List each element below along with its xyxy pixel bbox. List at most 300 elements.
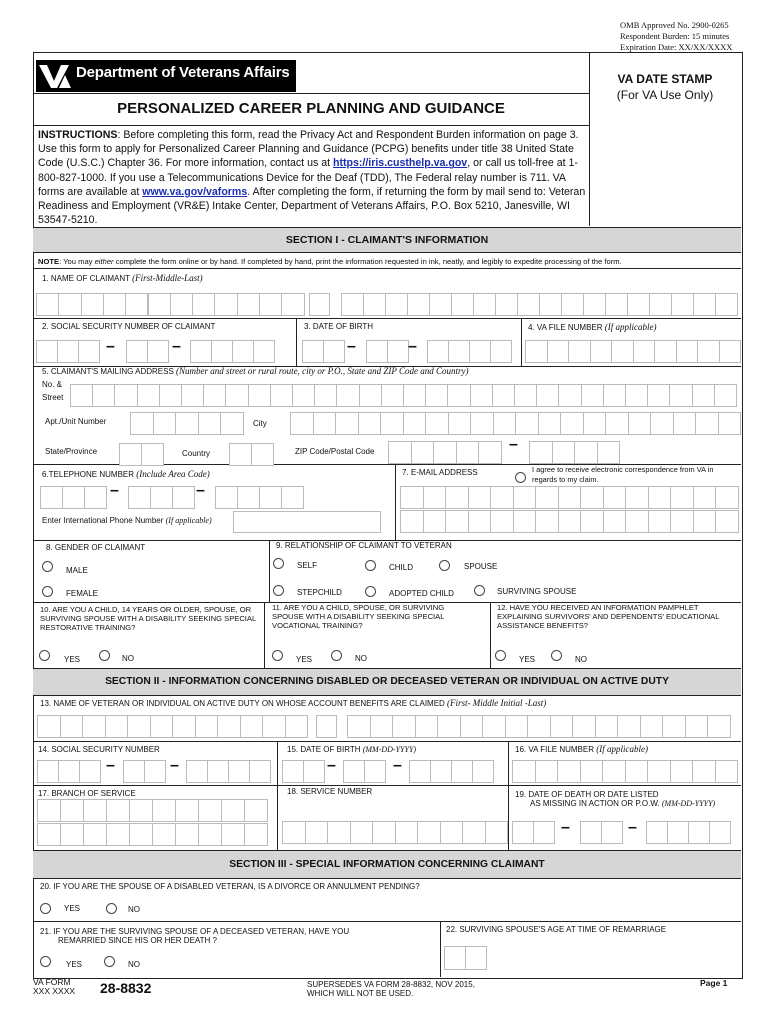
vet-ssn-1-box[interactable] [79, 760, 101, 783]
instructions-lead: INSTRUCTIONS [38, 129, 118, 141]
ssn-3-box[interactable] [211, 340, 233, 363]
va-file-box[interactable] [611, 340, 634, 363]
last-name-box[interactable] [495, 293, 518, 316]
city-box[interactable] [470, 412, 494, 435]
email-2-box[interactable] [513, 510, 537, 533]
dob-year-box[interactable] [490, 340, 512, 363]
city-box[interactable] [358, 412, 382, 435]
branch-1-box[interactable] [83, 799, 107, 822]
q11-no-radio[interactable] [331, 650, 342, 661]
street-box[interactable] [492, 384, 515, 407]
vet-last-box[interactable] [370, 715, 394, 738]
zip-2-box[interactable] [574, 441, 598, 464]
branch-2-box[interactable] [129, 823, 153, 846]
vet-ssn-2-box[interactable] [123, 760, 145, 783]
ssn-3-box[interactable] [190, 340, 212, 363]
last-name-box[interactable] [539, 293, 562, 316]
email-1-box[interactable] [648, 486, 672, 509]
email-2-box[interactable] [468, 510, 492, 533]
middle-initial-box[interactable] [309, 293, 330, 316]
ssn-2-box[interactable] [126, 340, 148, 363]
first-name-box[interactable] [214, 293, 237, 316]
last-name-box[interactable] [561, 293, 584, 316]
vet-dob-month-box[interactable] [303, 760, 325, 783]
phone-area-box[interactable] [84, 486, 107, 509]
vet-file-box[interactable] [670, 760, 694, 783]
branch-2-box[interactable] [152, 823, 176, 846]
email-2-box[interactable] [603, 510, 627, 533]
stepchild-radio[interactable] [273, 585, 284, 596]
title-divider [33, 125, 589, 126]
q4-hint: (If applicable) [604, 322, 657, 332]
death-year-box[interactable] [709, 821, 731, 844]
phone-line-box[interactable] [215, 486, 238, 509]
email-2-box[interactable] [580, 510, 604, 533]
last-name-box[interactable] [649, 293, 672, 316]
email-1-box[interactable] [625, 486, 649, 509]
street-box[interactable] [692, 384, 715, 407]
email-1-box[interactable] [445, 486, 469, 509]
street-box[interactable] [447, 384, 470, 407]
vet-last-box[interactable] [550, 715, 574, 738]
street-box[interactable] [714, 384, 737, 407]
stamp-divider [589, 52, 590, 226]
agree-electronic-radio[interactable] [515, 472, 526, 483]
divider [508, 741, 509, 785]
street-box[interactable] [181, 384, 204, 407]
email-1-box[interactable] [400, 486, 424, 509]
va-file-box[interactable] [525, 340, 548, 363]
vet-first-box[interactable] [60, 715, 84, 738]
street-box[interactable] [470, 384, 493, 407]
q20-no-radio[interactable] [106, 903, 117, 914]
service-number-box[interactable] [305, 821, 329, 844]
vet-first-box[interactable] [285, 715, 309, 738]
vet-ssn-1-box[interactable] [37, 760, 59, 783]
ssn-2-box[interactable] [147, 340, 169, 363]
death-day-box[interactable] [580, 821, 602, 844]
vet-last-box[interactable] [505, 715, 529, 738]
street-box[interactable] [359, 384, 382, 407]
phone-area-box[interactable] [62, 486, 85, 509]
zip-1-box[interactable] [411, 441, 435, 464]
email-2-box[interactable] [535, 510, 559, 533]
phone-prefix-box[interactable] [128, 486, 151, 509]
vet-ssn-3-box[interactable] [186, 760, 208, 783]
vet-file-box[interactable] [625, 760, 649, 783]
last-name-box[interactable] [407, 293, 430, 316]
ssn-1-box[interactable] [36, 340, 58, 363]
branch-2-box[interactable] [221, 823, 245, 846]
city-box[interactable] [583, 412, 607, 435]
self-radio[interactable] [273, 558, 284, 569]
zip-1-box[interactable] [388, 441, 412, 464]
vet-last-box[interactable] [482, 715, 506, 738]
vaforms-link[interactable]: www.va.gov/vaforms [142, 185, 248, 198]
apt-box[interactable] [130, 412, 154, 435]
first-name-box[interactable] [125, 293, 148, 316]
spouse-radio[interactable] [439, 560, 450, 571]
street-box[interactable] [270, 384, 293, 407]
city-box[interactable] [313, 412, 337, 435]
email-2-box[interactable] [423, 510, 447, 533]
q20-yes-radio[interactable] [40, 903, 51, 914]
vet-first-box[interactable] [150, 715, 174, 738]
city-box[interactable] [605, 412, 629, 435]
street-box[interactable] [92, 384, 115, 407]
vet-last-box[interactable] [595, 715, 619, 738]
street-box[interactable] [403, 384, 426, 407]
last-name-box[interactable] [517, 293, 540, 316]
zip-2-box[interactable] [552, 441, 576, 464]
city-box[interactable] [515, 412, 539, 435]
email-1-box[interactable] [603, 486, 627, 509]
q11-yes-radio[interactable] [272, 650, 283, 661]
first-name-box[interactable] [259, 293, 282, 316]
street-box[interactable] [137, 384, 160, 407]
vet-last-box[interactable] [347, 715, 371, 738]
iris-link[interactable]: https://iris.custhelp.va.gov [332, 157, 468, 170]
q12-no-radio[interactable] [551, 650, 562, 661]
vet-last-box[interactable] [437, 715, 461, 738]
q10-no-radio[interactable] [99, 650, 110, 661]
apt-box[interactable] [153, 412, 177, 435]
surviving-spouse-radio[interactable] [474, 585, 485, 596]
service-number-box[interactable] [327, 821, 351, 844]
street-box[interactable] [336, 384, 359, 407]
first-name-box[interactable] [192, 293, 215, 316]
email-1-box[interactable] [535, 486, 559, 509]
state-box[interactable] [141, 443, 164, 466]
branch-1-box[interactable] [175, 799, 199, 822]
service-number-box[interactable] [372, 821, 396, 844]
stamp-subtitle: (For VA Use Only) [616, 88, 714, 102]
vet-last-box[interactable] [572, 715, 596, 738]
va-file-box[interactable] [590, 340, 613, 363]
vet-file-box[interactable] [512, 760, 536, 783]
phone-line-box[interactable] [237, 486, 260, 509]
vet-file-box[interactable] [647, 760, 671, 783]
last-name-box[interactable] [451, 293, 474, 316]
vet-last-box[interactable] [640, 715, 664, 738]
va-file-box[interactable] [676, 340, 699, 363]
service-number-box[interactable] [350, 821, 374, 844]
email-1-box[interactable] [580, 486, 604, 509]
street-box[interactable] [425, 384, 448, 407]
street-box[interactable] [625, 384, 648, 407]
street-box[interactable] [558, 384, 581, 407]
vet-first-box[interactable] [37, 715, 61, 738]
city-box[interactable] [493, 412, 517, 435]
vet-ssn-3-box[interactable] [228, 760, 250, 783]
vet-last-box[interactable] [527, 715, 551, 738]
dob-month-box[interactable] [323, 340, 345, 363]
adopted-child-radio[interactable] [365, 586, 376, 597]
street-box[interactable] [314, 384, 337, 407]
branch-1-box[interactable] [152, 799, 176, 822]
dob-day-box[interactable] [387, 340, 409, 363]
vet-dob-day-box[interactable] [343, 760, 365, 783]
city-box[interactable] [718, 412, 742, 435]
phone-prefix-box[interactable] [172, 486, 195, 509]
service-number-box[interactable] [462, 821, 486, 844]
street-box[interactable] [248, 384, 271, 407]
death-year-box[interactable] [646, 821, 668, 844]
email-1-box[interactable] [490, 486, 514, 509]
branch-1-box[interactable] [244, 799, 268, 822]
city-box[interactable] [560, 412, 584, 435]
dob-year-box[interactable] [427, 340, 449, 363]
email-1-box[interactable] [715, 486, 739, 509]
vet-dob-year-box[interactable] [472, 760, 494, 783]
branch-1-box[interactable] [106, 799, 130, 822]
zip-1-box[interactable] [456, 441, 480, 464]
email-2-box[interactable] [715, 510, 739, 533]
va-file-box[interactable] [654, 340, 677, 363]
va-file-box[interactable] [719, 340, 742, 363]
first-name-box[interactable] [148, 293, 171, 316]
last-name-box[interactable] [693, 293, 716, 316]
vet-first-box[interactable] [262, 715, 286, 738]
email-2-box[interactable] [445, 510, 469, 533]
q21-no-radio[interactable] [104, 956, 115, 967]
vet-middle-box[interactable] [316, 715, 337, 738]
last-name-box[interactable] [341, 293, 364, 316]
email-1-box[interactable] [423, 486, 447, 509]
vet-dob-year-box[interactable] [430, 760, 452, 783]
vet-ssn-1-box[interactable] [58, 760, 80, 783]
va-file-box[interactable] [697, 340, 720, 363]
email-1-box[interactable] [468, 486, 492, 509]
zip-2-box[interactable] [597, 441, 621, 464]
remarriage-age-box-2[interactable] [465, 946, 487, 970]
city-box[interactable] [380, 412, 404, 435]
city-box[interactable] [448, 412, 472, 435]
branch-1-box[interactable] [129, 799, 153, 822]
zip-2-box[interactable] [529, 441, 553, 464]
branch-1-box[interactable] [198, 799, 222, 822]
last-name-box[interactable] [385, 293, 408, 316]
last-name-box[interactable] [671, 293, 694, 316]
street-box[interactable] [603, 384, 626, 407]
death-day-box[interactable] [601, 821, 623, 844]
omb-line-3: Expiration Date: XX/XX/XXXX [620, 42, 733, 52]
last-name-box[interactable] [715, 293, 738, 316]
last-name-box[interactable] [627, 293, 650, 316]
email-1-box[interactable] [670, 486, 694, 509]
first-name-box[interactable] [36, 293, 59, 316]
dob-day-box[interactable] [366, 340, 388, 363]
last-name-box[interactable] [583, 293, 606, 316]
remarriage-age-box-1[interactable] [444, 946, 466, 970]
vet-file-box[interactable] [535, 760, 559, 783]
vet-ssn-3-box[interactable] [249, 760, 271, 783]
country-box[interactable] [251, 443, 274, 466]
apt-label: Apt./Unit Number [45, 417, 107, 426]
divider [490, 602, 491, 668]
service-number-box[interactable] [417, 821, 441, 844]
city-box[interactable] [290, 412, 314, 435]
first-name-box[interactable] [237, 293, 260, 316]
branch-2-box[interactable] [106, 823, 130, 846]
phone-line-box[interactable] [281, 486, 304, 509]
va-file-box[interactable] [568, 340, 591, 363]
branch-2-box[interactable] [37, 823, 61, 846]
street-box[interactable] [669, 384, 692, 407]
last-name-box[interactable] [429, 293, 452, 316]
vet-ssn-2-box[interactable] [144, 760, 166, 783]
email-2-box[interactable] [648, 510, 672, 533]
street-box[interactable] [292, 384, 315, 407]
service-number-box[interactable] [485, 821, 509, 844]
branch-1-box[interactable] [37, 799, 61, 822]
death-year-box[interactable] [667, 821, 689, 844]
service-number-box[interactable] [440, 821, 464, 844]
country-box[interactable] [229, 443, 252, 466]
city-box[interactable] [403, 412, 427, 435]
vet-ssn-3-box[interactable] [207, 760, 229, 783]
city-box[interactable] [538, 412, 562, 435]
zip-1-box[interactable] [478, 441, 502, 464]
death-month-box[interactable] [512, 821, 534, 844]
va-file-box[interactable] [633, 340, 656, 363]
child-radio[interactable] [365, 560, 376, 571]
vet-file-box[interactable] [602, 760, 626, 783]
city-box[interactable] [628, 412, 652, 435]
street-box[interactable] [647, 384, 670, 407]
phone-area-box[interactable] [40, 486, 63, 509]
q21-yes-radio[interactable] [40, 956, 51, 967]
phone-line-box[interactable] [259, 486, 282, 509]
branch-2-box[interactable] [175, 823, 199, 846]
apt-box[interactable] [220, 412, 244, 435]
dob-year-box[interactable] [469, 340, 491, 363]
ssn-1-box[interactable] [57, 340, 79, 363]
branch-2-box[interactable] [244, 823, 268, 846]
branch-2-box[interactable] [83, 823, 107, 846]
street-box[interactable] [114, 384, 137, 407]
street-box[interactable] [381, 384, 404, 407]
dob-month-box[interactable] [302, 340, 324, 363]
street-box[interactable] [225, 384, 248, 407]
vet-last-box[interactable] [392, 715, 416, 738]
first-name-box[interactable] [103, 293, 126, 316]
spouse-label: SPOUSE [464, 562, 498, 571]
street-box[interactable] [70, 384, 93, 407]
zip-1-box[interactable] [433, 441, 457, 464]
branch-2-box[interactable] [60, 823, 84, 846]
q12-yes-radio[interactable] [495, 650, 506, 661]
vet-file-box[interactable] [715, 760, 739, 783]
branch-1-box[interactable] [60, 799, 84, 822]
phone-prefix-box[interactable] [150, 486, 173, 509]
email-2-box[interactable] [558, 510, 582, 533]
vet-first-box[interactable] [105, 715, 129, 738]
city-box[interactable] [650, 412, 674, 435]
street-box[interactable] [203, 384, 226, 407]
vet-dob-day-box[interactable] [364, 760, 386, 783]
vet-dob-month-box[interactable] [282, 760, 304, 783]
vet-first-box[interactable] [127, 715, 151, 738]
vet-last-box[interactable] [617, 715, 641, 738]
vet-last-box[interactable] [460, 715, 484, 738]
vet-file-box[interactable] [557, 760, 581, 783]
death-month-box[interactable] [533, 821, 555, 844]
intl-phone-input[interactable] [233, 511, 381, 533]
service-number-box[interactable] [395, 821, 419, 844]
vet-first-box[interactable] [195, 715, 219, 738]
email-1-box[interactable] [558, 486, 582, 509]
email-2-box[interactable] [670, 510, 694, 533]
vet-dob-year-box[interactable] [409, 760, 431, 783]
vet-file-box[interactable] [580, 760, 604, 783]
city-box[interactable] [425, 412, 449, 435]
ssn-3-box[interactable] [253, 340, 275, 363]
branch-1-box[interactable] [221, 799, 245, 822]
first-name-box[interactable] [281, 293, 304, 316]
first-name-box[interactable] [170, 293, 193, 316]
va-form-label: VA FORM [33, 977, 71, 987]
vet-last-box[interactable] [707, 715, 731, 738]
vet-first-box[interactable] [240, 715, 264, 738]
city-box[interactable] [695, 412, 719, 435]
death-year-box[interactable] [688, 821, 710, 844]
q21-yes-label: YES [66, 960, 83, 969]
street-box[interactable] [536, 384, 559, 407]
email-2-box[interactable] [693, 510, 717, 533]
city-box[interactable] [673, 412, 697, 435]
last-name-box[interactable] [605, 293, 628, 316]
email-1-box[interactable] [693, 486, 717, 509]
vet-last-box[interactable] [662, 715, 686, 738]
vet-first-box[interactable] [217, 715, 241, 738]
vet-first-box[interactable] [82, 715, 106, 738]
email-2-box[interactable] [490, 510, 514, 533]
apt-box[interactable] [198, 412, 222, 435]
surviving-spouse-label: SURVIVING SPOUSE [497, 587, 577, 596]
dob-year-box[interactable] [448, 340, 470, 363]
service-number-box[interactable] [282, 821, 306, 844]
apt-box[interactable] [175, 412, 199, 435]
va-file-box[interactable] [547, 340, 570, 363]
email-2-box[interactable] [625, 510, 649, 533]
female-radio[interactable] [42, 586, 53, 597]
male-radio[interactable] [42, 561, 53, 572]
vet-first-box[interactable] [172, 715, 196, 738]
street-box[interactable] [581, 384, 604, 407]
first-name-box[interactable] [81, 293, 104, 316]
vet-file-box[interactable] [692, 760, 716, 783]
email-1-box[interactable] [513, 486, 537, 509]
street-box[interactable] [159, 384, 182, 407]
vet-last-box[interactable] [415, 715, 439, 738]
q6-hint: (Include Area Code) [136, 469, 210, 479]
first-name-box[interactable] [58, 293, 81, 316]
city-box[interactable] [335, 412, 359, 435]
last-name-box[interactable] [363, 293, 386, 316]
email-2-box[interactable] [400, 510, 424, 533]
vet-last-box[interactable] [685, 715, 709, 738]
q14-label: 14. SOCIAL SECURITY NUMBER [38, 745, 160, 754]
street-box[interactable] [514, 384, 537, 407]
vet-dob-year-box[interactable] [451, 760, 473, 783]
ssn-1-box[interactable] [78, 340, 100, 363]
last-name-box[interactable] [473, 293, 496, 316]
state-box[interactable] [119, 443, 142, 466]
ssn-3-box[interactable] [232, 340, 254, 363]
branch-2-box[interactable] [198, 823, 222, 846]
q10-yes-radio[interactable] [39, 650, 50, 661]
